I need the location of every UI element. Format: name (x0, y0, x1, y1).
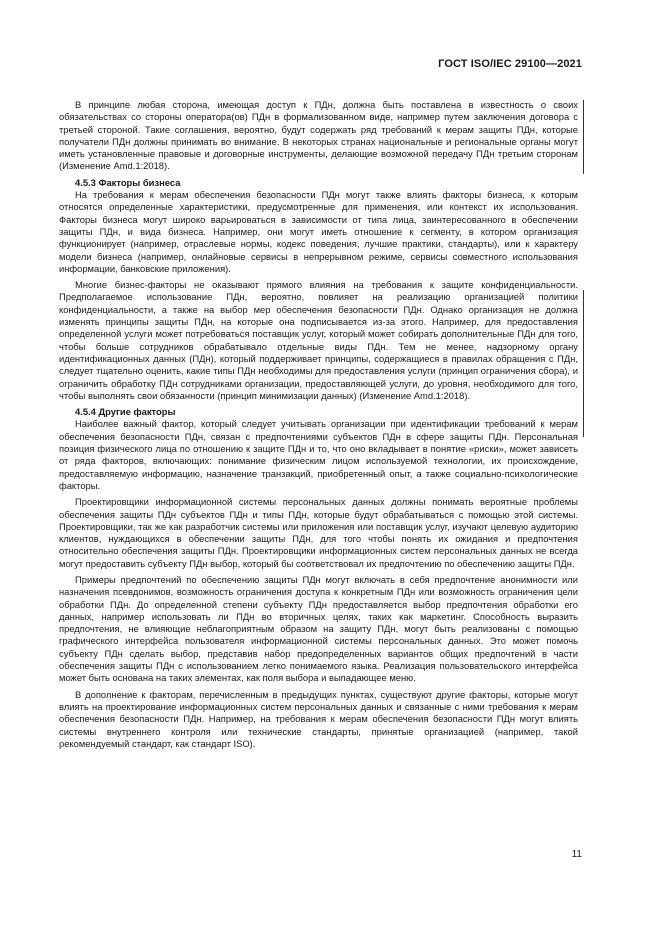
section-heading-4-5-4: 4.5.4 Другие факторы (75, 406, 176, 418)
paragraph: Наиболее важный фактор, который следует учитывать организации при идентификации требований к мерам обеспечения безопасности ПДн, связан с предпочтениями субъектов ПДн в сфере защиты ПДн. Персональная позиция физического лица по отношению к защите ПДн и то, что оно вкладывает в понятие «риски», может зависеть от ряда факторов, включающих: понимание физическим лицом используемой технологии, их происхождение, предоставляемую информацию, назначение транзакций, приобретенный опыт, а также социально-психологические факторы. (59, 418, 578, 491)
document-body (59, 99, 578, 750)
paragraph: Примеры предпочтений по обеспечению защиты ПДн могут включать в себя предпочтение анонимности или назначения псевдонимов, возможность ограничения доступа к конкретным ПДн или возможность ограничения цели обработки ПДн. До определенной степени субъекту ПДн предоставляется выбор предпочтения обработки его данных, например использовать ли ПДн во вторичных целях, таких как маркетинг. Способность выразить предпочтения, не влияющие неблагоприятным образом на защиту ПДн, могут быть реализованы с помощью графического интерфейса пользователя информационной системы персональных данных. Это может помочь субъекту ПДн сделать выбор, представив набор предопределенных вариантов общих предпочтений в части обеспечения защиты ПДн с использованием легко понимаемого языка. Реализация пользовательского интерфейса может быть основана на таких элементах, как поля выбора и выпадающее меню. (59, 573, 578, 684)
paragraph: Проектировщики информационной системы персональных данных должны понимать вероятные проблемы обеспечения защиты ПДн субъектов ПДн и типы ПДн, которые будут обрабатываться с помощью этой системы. Проектировщики, так же как разработчик системы или приложения или поставщик услуг, изучают целевую аудиторию клиентов, нуждающихся в обеспечении защиты ПДн, для того чтобы понять их ожидания и предпочтения относительно обеспечения защиты ПДн. Проектировщики информационных систем персональных данных не всегда могут предоставить субъекту ПДн выбор, который бы соответствовал их предпочтению по обеспечению защиты ПДн. (59, 496, 578, 569)
intro-paragraph: В принципе любая сторона, имеющая доступ к ПДн, должна быть поставлена в известность о своих обязательствах со стороны оператора(ов) ПДн в формализованном виде, например путем заключения договора с третьей стороной. Такие соглашения, вероятно, будут содержать ряд требований к мерам защиты ПДн, которые получатели ПДн должны принимать во внимание. В некоторых странах национальные и региональные органы могут иметь установленные правовые и договорные инструменты, делающие возможной передачу ПДн третьим сторонам (Изменение Amd.1:2018). (59, 99, 578, 172)
paragraph: На требования к мерам обеспечения безопасности ПДн могут также влиять факторы бизнеса, к которым относятся определенные характеристики, предусмотренные для применения, или контекст их использования. Факторы бизнеса могут широко варьироваться в зависимости от типа лица, заинтересованного в обеспечении защиты ПДн, и вида бизнеса. Например, они могут иметь отношение к сегменту, в котором организация функционирует (например, отраслевые нормы, кодекс поведения, лучшие практики, стандарты), или к характеру модели бизнеса (например, онлайновые сервисы в непрерывном режиме, сервисы совместного использования информации, банковские приложения). (59, 189, 578, 274)
change-bar (583, 290, 584, 437)
section-heading-4-5-3: 4.5.3 Факторы бизнеса (75, 176, 181, 188)
paragraph: В дополнение к факторам, перечисленным в предыдущих пунктах, существуют другие факторы, которые могут влиять на проектирование информационных систем персональных данных и связанные с ними требования к мерам обеспечения безопасности ПДн. Например, на требования к мерам обеспечения безопасности ПДн могут влиять системы внутреннего контроля или технические стандарты, принятые организацией (например, такой рекомендуемый стандарт, как стандарт ISO). (59, 688, 578, 749)
change-bar (583, 100, 584, 174)
document-header: ГОСТ ISO/IEC 29100—2021 (438, 58, 582, 70)
page-number: 11 (571, 849, 582, 860)
paragraph: Многие бизнес-факторы не оказывают прямого влияния на требования к защите конфиденциальности. Предполагаемое использование ПДн, вероятно, повлияет на реализацию организацией политики конфиденциальности, а также на выбор мер обеспечения безопасности ПДн. Однако организация не должна изменять принципы защиты ПДн, на которые она подписывается из-за этого. Например, для предоставления определенной услуги может потребоваться поставщик услуг, который может собирать дополнительные ПДн для того, чтобы больше сотрудников обрабатывало отдельные виды ПДн. Тем не менее, надзорному органу идентификационных данных (ПДн), который поддерживает принципы, содержащиеся в правилах обращения с ПДн, следует тщательно оценить, какие типы ПДн необходимы для предоставления услуги (принцип ограничения сбора), и ограничить обработку ПДн сотрудниками организации, предоставляющей услуги, до уровня, необходимого для того, чтобы выполнять свои обязанности (принцип минимизации данных) (Изменение Amd.1:2018). (59, 279, 578, 401)
